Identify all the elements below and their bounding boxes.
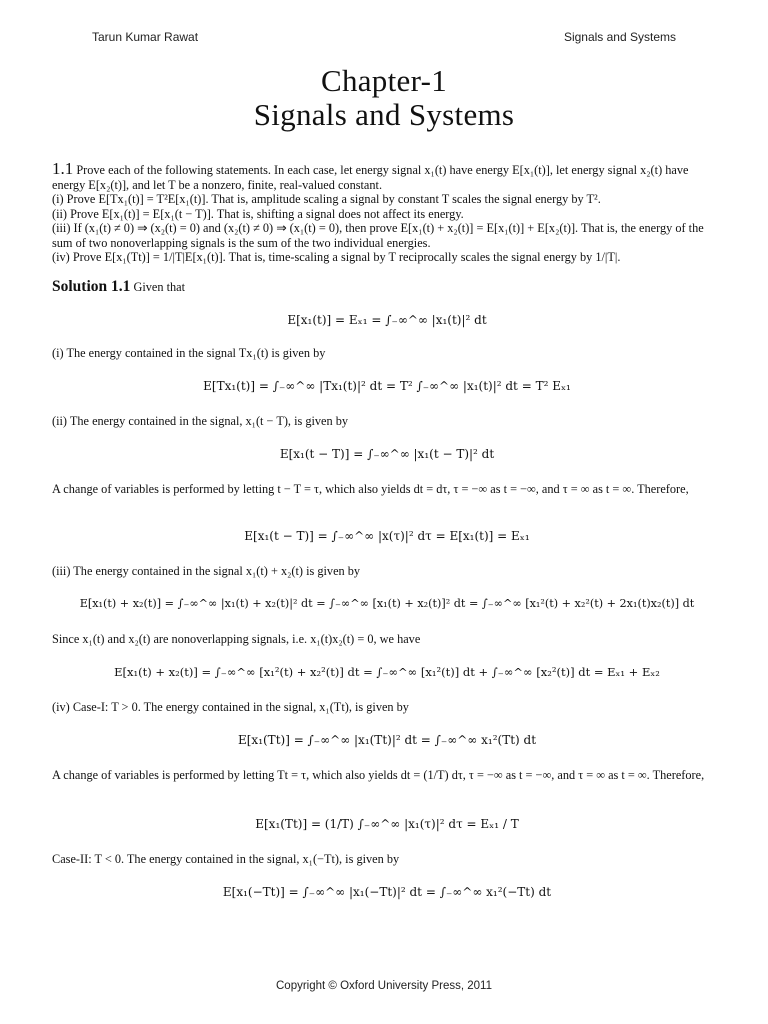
problem-intro — [52, 159, 722, 192]
copyright-footer: Copyright © Oxford University Press, 2011 — [276, 980, 492, 992]
text-part-i: (i) The energy contained in the signal Tx₁(t) is given by — [52, 346, 326, 360]
equation-part-ii-change: E[x₁(t − T)] = ∫₋∞^∞ |x(τ)|² dτ = E[x₁(t)] = Eₓ₁ — [244, 529, 530, 543]
problem-number: 1.1 — [52, 159, 74, 178]
equation-part-iv-case-ii: E[x₁(−Tt)] = ∫₋∞^∞ |x₁(−Tt)|² dt = ∫₋∞^∞ x₁²(−Tt) dt — [222, 885, 552, 899]
problem-part-iii: (iii) If (x₁(t) ≠ 0) ⇒ (x₂(t) = 0) and (x₂(t) ≠ 0) ⇒ (x₁(t) = 0), then prove E[x₁(t) + x₂(t)] = E[x₁(t)] + E[x₂(t)]. That is, the energy of the sum of two nonoverlapping signals is the sum of the two individual energies. — [52, 221, 704, 250]
solution-label: Solution 1.1 — [52, 278, 131, 295]
text-part-iii: (iii) The energy contained in the signal x₁(t) + x₂(t) is given by — [52, 564, 361, 578]
chapter-subtitle: Signals and Systems — [253, 97, 515, 132]
problem-part-i: (i) Prove E[Tx₁(t)] = T²E[x₁(t)]. That is, amplitude scaling a signal by constant T scales the signal energy by T². — [52, 192, 601, 206]
problem-part-ii: (ii) Prove E[x₁(t)] = E[x₁(t − T)]. That is, shifting a signal does not affect its energy. — [52, 206, 464, 221]
text-part-iii-since: Since x₁(t) and x₂(t) are nonoverlapping signals, i.e. x₁(t)x₂(t) = 0, we have — [52, 632, 421, 646]
chapter-title: Chapter-1 — [320, 63, 448, 98]
text-part-ii: (ii) The energy contained in the signal, x₁(t − T), is given by — [52, 414, 349, 428]
problem-statement — [52, 159, 722, 265]
text-part-iv: (iv) Case-I: T > 0. The energy contained in the signal, x₁(Tt), is given by — [52, 700, 409, 714]
equation-part-iv-change: E[x₁(Tt)] = (1/T) ∫₋∞^∞ |x₁(τ)|² dτ = Eₓ₁ / T — [255, 817, 519, 831]
text-part-ii-change: A change of variables is performed by letting t − T = τ, which also yields dt = dτ, τ = −∞ as t = −∞, and τ = ∞ as t = ∞. Therefore, — [52, 482, 689, 496]
equation-part-iv: E[x₁(Tt)] = ∫₋∞^∞ |x₁(Tt)|² dt = ∫₋∞^∞ x₁²(Tt) dt — [237, 733, 537, 747]
equation-part-ii: E[x₁(t − T)] = ∫₋∞^∞ |x₁(t − T)|² dt — [279, 447, 495, 461]
equation-given: E[x₁(t)] = Eₓ₁ = ∫₋∞^∞ |x₁(t)|² dt — [287, 313, 487, 327]
running-header-book: Signals and Systems — [563, 30, 676, 44]
equation-part-iii-sum: E[x₁(t) + x₂(t)] = ∫₋∞^∞ [x₁²(t) + x₂²(t)] dt = ∫₋∞^∞ [x₁²(t)] dt + ∫₋∞^∞ [x₂²(t)] dt = Eₓ₁ + Eₓ₂ — [114, 665, 660, 679]
equation-part-i: E[Tx₁(t)] = ∫₋∞^∞ |Tx₁(t)|² dt = T² ∫₋∞^∞ |x₁(t)|² dt = T² Eₓ₁ — [203, 379, 571, 393]
problem-part-iv: (iv) Prove E[x₁(Tt)] = 1/|T|E[x₁(t)]. That is, time-scaling a signal by T reciprocally scales the signal energy by 1/|T|. — [52, 250, 621, 264]
problem-intro-text: Prove each of the following statements. In each case, let energy signal x₁(t) have energy E[x₁(t)], let energy signal x₂(t) have energy E[x₂(t)], and let T be a nonzero, finite, real-valued constant. — [52, 163, 689, 192]
solution-given: Given that — [133, 280, 186, 294]
text-part-iv-change: A change of variables is performed by letting Tt = τ, which also yields dt = (1/T) dτ, τ = −∞ as t = −∞, and τ = ∞ as t = ∞. Therefore, — [52, 768, 705, 782]
equation-part-iii: E[x₁(t) + x₂(t)] = ∫₋∞^∞ |x₁(t) + x₂(t)|² dt = ∫₋∞^∞ [x₁(t) + x₂(t)]² dt = ∫₋∞^∞ [x₁²(t) + x₂²(t) + 2x₁(t)x₂(t)] dt — [79, 597, 695, 610]
running-header-author: Tarun Kumar Rawat — [92, 30, 199, 44]
solution-heading — [52, 280, 722, 295]
text-part-iv-case-ii: Case-II: T < 0. The energy contained in the signal, x₁(−Tt), is given by — [52, 852, 400, 866]
